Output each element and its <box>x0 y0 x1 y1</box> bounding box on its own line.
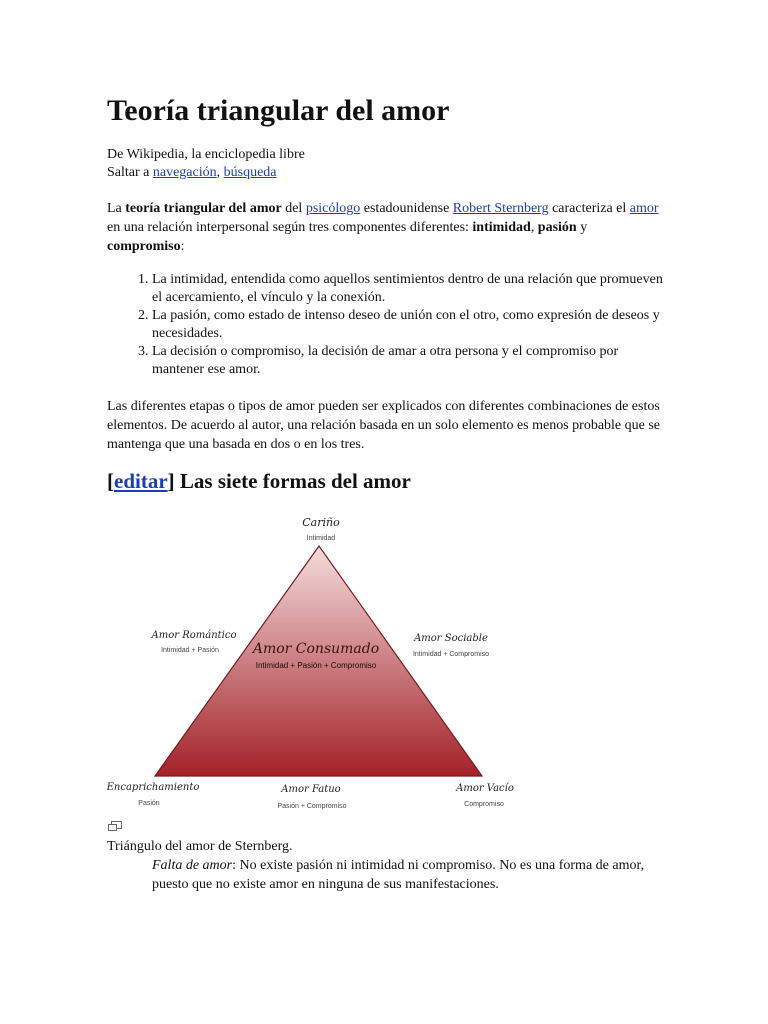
intro-text-2: del <box>281 201 306 216</box>
bottom-mid-sub: Pasión + Compromiso <box>277 803 347 810</box>
jump-line <box>107 164 305 182</box>
sternberg-triangle-diagram[interactable] <box>107 508 527 818</box>
jump-separator: , <box>216 165 224 180</box>
amor-link[interactable]: amor <box>629 201 659 216</box>
list-item: 3. La decisión o compromiso, la decisión de amar a otra persona y el compromiso por mantener ese amor. <box>152 343 667 379</box>
bottom-left-title: Encaprichamiento <box>107 782 200 793</box>
bold-intimidad: intimidad <box>472 220 531 235</box>
left-title: Amor Romántico <box>151 630 237 641</box>
jump-prefix: Saltar a <box>107 165 153 180</box>
bottom-left-sub: Pasión <box>138 800 160 807</box>
right-sub: Intimidad + Compromiso <box>412 651 490 658</box>
figure-caption: Triángulo del amor de Sternberg. <box>107 839 293 854</box>
top-title: Cariño <box>302 516 340 529</box>
section-title: Las siete formas del amor <box>174 469 411 493</box>
intro-colon: : <box>180 239 185 254</box>
definition-falta-de-amor <box>152 856 667 894</box>
source-line: De Wikipedia, la enciclopedia libre <box>107 147 305 162</box>
intro-text-4: caracteriza el <box>548 201 630 216</box>
components-list <box>107 271 667 379</box>
bold-pasion: pasión <box>537 220 577 235</box>
top-sub: Intimidad <box>306 535 336 542</box>
edit-link[interactable]: editar <box>114 469 168 493</box>
sternberg-link[interactable]: Robert Sternberg <box>452 201 549 216</box>
definition-text: : No existe pasión ni intimidad ni compromiso. No es una forma de amor, puesto que no existe amor en ninguna de sus manifestaciones. <box>152 858 645 892</box>
intro-text-1: La <box>107 201 126 216</box>
left-sub: Intimidad + Pasión <box>161 647 219 654</box>
navigation-link[interactable]: navegación <box>152 165 217 180</box>
enlarge-icon[interactable] <box>107 820 123 832</box>
center-title: Amor Consumado <box>252 641 380 657</box>
intro-paragraph <box>107 199 667 256</box>
list-item: 1. La intimidad, entendida como aquellos sentimientos dentro de una relación que promueven el acercamiento, el vínculo y la conexión. <box>152 271 667 307</box>
page-title: Teoría triangular del amor <box>107 94 450 127</box>
stages-paragraph: Las diferentes etapas o tipos de amor pueden ser explicados con diferentes combinaciones de estos elementos. De acuerdo al autor, una relación basada en un solo elemento es menos probable que se mantenga que una basada en dos o en los tres. <box>107 399 661 452</box>
bracket-close: ] <box>167 469 175 493</box>
center-sub: Intimidad + Pasión + Compromiso <box>255 661 377 670</box>
intro-text-6: y <box>576 220 588 235</box>
bold-compromiso: compromiso <box>107 239 181 254</box>
right-title: Amor Sociable <box>414 633 488 644</box>
site-sub <box>107 146 305 182</box>
psicologo-link[interactable]: psicólogo <box>305 201 361 216</box>
bottom-right-title: Amor Vacío <box>456 783 514 794</box>
intro-comma: , <box>530 220 538 235</box>
definition-term: Falta de amor <box>152 858 233 873</box>
intro-text-5: en una relación interpersonal según tres componentes diferentes: <box>107 220 473 235</box>
bottom-mid-title: Amor Fatuo <box>281 784 341 795</box>
bracket-open: [ <box>107 469 114 493</box>
search-link[interactable]: búsqueda <box>223 165 277 180</box>
intro-bold-theory: teoría triangular del amor <box>125 201 282 216</box>
section-heading <box>107 467 411 495</box>
bottom-right-sub: Compromiso <box>464 801 504 808</box>
list-item: 2. La pasión, como estado de intenso deseo de unión con el otro, como expresión de deseos y necesidades. <box>152 307 667 343</box>
intro-text-3: estadounidense <box>360 201 453 216</box>
